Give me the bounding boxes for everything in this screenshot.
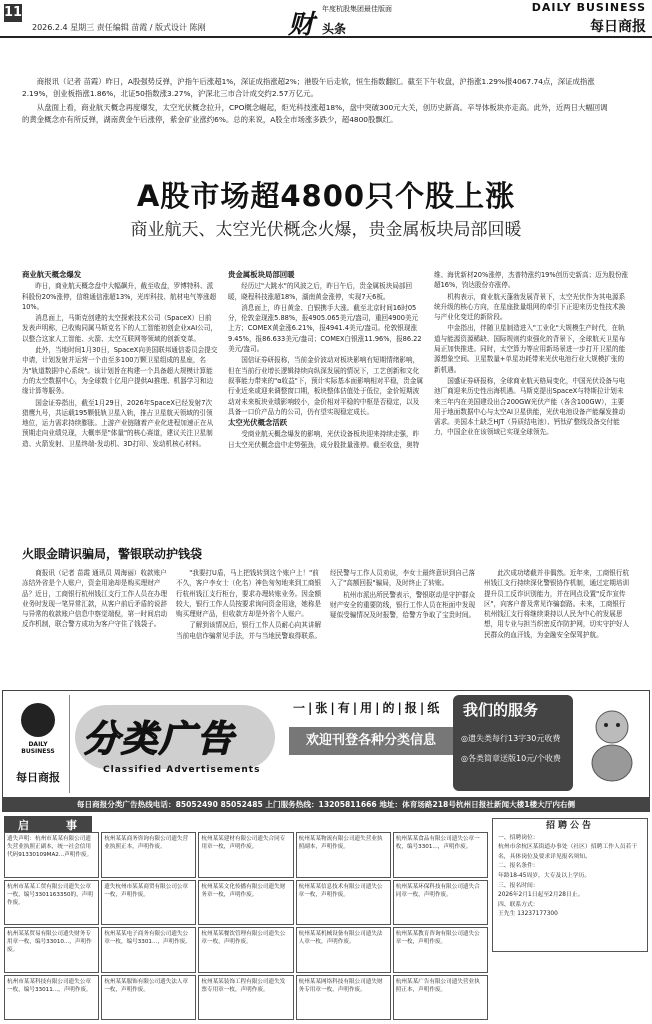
- classified-item: 杭州某某信息技术有限公司遗失公章一枚，声明作废。: [296, 880, 391, 926]
- classified-item: 杭州某某环保科技有限公司遗失合同章一枚，声明作废。: [393, 880, 488, 926]
- paragraph: 国盛证券研报称，全球商业航天格局变化，中国光伏设备与电池厂商迎来历史性出海机遇。马斯克提出SpaceX与特斯拉计划未来三年内在美国建设出合200GW光伏产能（各含100GW），主要用于地面数据中心与太空AI卫星供能，光伏电池设备产能爆发推动需求。美国本土缺乏HJT（异质结电池）、钙钛矿整线设备交付能力，中国企业在该领域已实现全球领先。: [434, 376, 626, 437]
- subheadline: 商业航天、太空光伏概念火爆，贵金属板块局部回暖: [130, 220, 522, 240]
- paragraph: 机构表示，商业航天蓬勃发展背景下，太空光伏作为其电源系统升级的核心方向，在星座批量组网的牵引下正迎来历史性技术换与产业化变迁的新阶段。: [434, 292, 626, 322]
- page-number: 11: [4, 5, 23, 20]
- section-title: 头条: [322, 22, 347, 36]
- classified-item: 遗失声明：杭州市某某有限公司遗失营业执照正副本，统一社会信用代码91330109MA2...声明作废。: [4, 832, 99, 878]
- page-header: [0, 0, 652, 38]
- date-line: 2026.2.4 星期三 责任编辑 苗霞 / 版式设计 陈刚: [32, 23, 206, 32]
- paragraph: 此外，当地时间1月30日，SpaceX向美国联邦通信委员会提交申请，计划发射并运营一个由至多100万颗卫星组成的星座，名为"轨道数据中心系统"。该计划旨在构建一个具备超大规模计算能力的太空数据中心，为全球数十亿用户提供AI推理、机器学习和边缘计算等服务。: [22, 346, 218, 396]
- service-item: ◎遗失类每行13字30元收费: [461, 734, 561, 743]
- classified-item: 杭州某某食品有限公司遗失公章一枚，编号3301...，声明作废。: [393, 832, 488, 878]
- classified-item: 杭州某某教育咨询有限公司遗失公章一枚，声明作废。: [393, 927, 488, 973]
- classified-ad-banner: [2, 690, 650, 798]
- logo-cn: 每日商报: [16, 771, 60, 784]
- section-title: 贵金属板块局部回暖: [228, 270, 295, 279]
- classifieds-grid: [4, 832, 488, 1020]
- paragraph: 商报讯（记者 苗霞 通讯员 周海丽）收款账户冻结外省是个人账户，资金用途却是购买理财产品？近日，工商银行杭州钱江支行工作人员在办理业务时发现一笔异常汇款，从客户前后矛盾的说辞与异常的收款账户信息中察觉端倪，第一时间启动反诈机制，联合警方成功为客户守住了钱袋子。: [22, 569, 168, 629]
- classified-item: 杭州某某服饰有限公司遗失法人章一枚，声明作废。: [101, 975, 196, 1021]
- classified-item: 杭州某某建材有限公司遗失合同专用章一枚，声明作废。: [198, 832, 293, 878]
- classified-item: 杭州某某贸易有限公司遗失财务专用章一枚，编号33010...，声明作废。: [4, 927, 99, 973]
- classified-item: 杭州某某装饰工程有限公司遗失发票专用章一枚，声明作废。: [198, 975, 293, 1021]
- recruit-line: 王先生 13237177300: [498, 911, 558, 918]
- recruit-notice: [492, 818, 648, 952]
- lead-paragraph: 商报讯（记者 苗霞）昨日，A股强势反弹，沪指午后涨超1%，深证成指涨超2%；港股午后走软，恒生指数翻红。截至下午收盘，沪指涨1.29%报4067.74点，深证成指涨2.19%，创业板指涨1.86%，北证50指数涨3.27%，沪深北三市合计成交约2.57万亿元。: [22, 77, 595, 98]
- paragraph: 了解到该情况后，银行工作人员耐心向其讲解当前电信诈骗常见手法，并与当地民警取得联系。经民警与工作人员劝说，李女士最终意识到自己落入了"高额回报"骗局，及时终止了转账。: [176, 569, 476, 640]
- section-heading: [288, 2, 418, 40]
- recruit-line: 年龄18-45周岁，大专及以上学历。: [498, 872, 591, 879]
- classified-item: 杭州市某某科技有限公司遗失公章一枚，编号33011...，声明作废。: [4, 975, 99, 1021]
- paragraph: 昨日，商业航天概念盘中大幅飙升，截至收盘，罗博特科、派科股份20%涨停，信维通信涨超13%，光库科技、航材电气等涨超10%。: [22, 282, 217, 311]
- brand-en: DAILY BUSINESS: [531, 1, 646, 14]
- classified-item: 杭州某某广告有限公司遗失营业执照正本，声明作废。: [393, 975, 488, 1021]
- ad-welcome: 欢迎刊登各种分类信息: [289, 727, 453, 755]
- paragraph: 杭州市派出所民警表示，警银联动是守护群众财产安全的重要防线，银行工作人员在柜面中发现疑似受骗情况及时报警，给警方争取了宝贵时间。: [330, 590, 476, 620]
- recruit-line: 一、招聘岗位：: [498, 834, 539, 841]
- section-subtitle: 年度杭股集团最佳版面: [322, 5, 392, 13]
- recruit-line: 三、报名时间：: [498, 882, 539, 889]
- article-body: [22, 270, 630, 532]
- classified-item: 杭州市某某工贸有限公司遗失公章一枚，编号3301163350的，声明作废。: [4, 880, 99, 926]
- service-title: 我们的服务: [463, 701, 539, 719]
- classified-item: 杭州某某物流有限公司遗失营业执照副本，声明作废。: [296, 832, 391, 878]
- paragraph: 中金指出，伴随卫星制造进入"工业化"大规模生产时代，在轨道与能源资源稀缺、国际规则约束强化的背景下，全球航天卫星布局正加快推进。同时，太空算力等应用新场景进一步打开卫星的能源想象空间。卫星数量+单星功耗带来光伏电池行业大规模扩张的新机遇。: [434, 324, 626, 374]
- classified-item: 遗失杭州市某某商贸有限公司公章一枚，声明作废。: [101, 880, 196, 926]
- newspaper-logo: [7, 695, 70, 793]
- section-char: 财: [288, 10, 315, 40]
- recruit-line: 杭州市余杭区某街道办事处（社区）招聘工作人员若干名，具体岗位及要求详见报名须知。: [498, 844, 638, 860]
- classified-item: 杭州某某餐饮管理有限公司遗失公章一枚，声明作废。: [198, 927, 293, 973]
- mascot-icon: [583, 705, 641, 785]
- story2-title: 火眼金睛识骗局，警银联动护钱袋: [22, 547, 203, 561]
- paragraph: 此次成功堵截并非偶然。近年来，工商银行杭州钱江支行持续深化警银协作机制，通过定期培训提升员工反诈识别能力，并在网点设置"反诈宣传区"，向客户普及常见诈骗套路。未来，工商银行杭州钱江支行将继续秉持以人民为中心的发展思想，用专业与担当织密反诈防护网，切实守护好人民群众的血汗钱，为金融安全保驾护航。: [484, 569, 630, 639]
- classified-item: 杭州某某文化传播有限公司遗失财务章一枚，声明作废。: [198, 880, 293, 926]
- logo-emblem-icon: [21, 703, 55, 737]
- paragraph: 消息面上，昨日黄金、白银携手大涨。截至北京时间16时05分，伦敦金现涨5.88%，报4905.065美元/盎司，重回4900美元上方；COMEX黄金涨6.21%，报4941.4美元/盎司。伦敦银现涨9.45%，报86.633美元/盎司；COMEX白银涨11.96%，报86.22美元/盎司。: [228, 303, 422, 354]
- recruit-line: 2026年2月1日起至2月28日止。: [498, 892, 584, 899]
- notice-char: 事: [66, 819, 77, 832]
- classified-item: 杭州某某网络科技有限公司遗失财务专用章一枚，声明作废。: [296, 975, 391, 1021]
- recruit-line: 四、联系方式：: [498, 901, 539, 908]
- contact-bar: 每日商报分类广告热线电话：85052490 85052485 上门服务热线：13205811666 地址：体育场路218号杭州日报社新闻大楼1楼大厅内右侧: [2, 798, 650, 812]
- paragraph: 受商业航天概念爆发的影响，光伏设备板块迎来持续走强，昨日太空光伏概念盘中走势强劲，成分股批量涨停。截至收盘，奥特维、海优新材20%涨停，杰普特涨约19%创历史新高；迈为股份涨超16%，钧达股份亦涨停。: [228, 271, 629, 449]
- ad-title: 分类广告: [83, 718, 236, 760]
- classified-item: 杭州某某机械设备有限公司遗失法人章一枚，声明作废。: [296, 927, 391, 973]
- headline: A股市场超4800只个股上涨: [136, 179, 516, 213]
- lead-paragraphs: [22, 76, 612, 128]
- paragraph: 消息面上，马斯克创建的太空探索技术公司（SpaceX）日前发表声明称，已收购同属马斯克名下的人工智能初创企业xAI公司，以整合这家人工智能、火箭、太空互联网等领域的创新变革。: [22, 314, 217, 343]
- classified-item: 杭州某某商务咨询有限公司遗失营业执照正本，声明作废。: [101, 832, 196, 878]
- notice-header: [4, 816, 92, 832]
- classified-item: 杭州某某电子商务有限公司遗失公章一枚，编号3301...，声明作废。: [101, 927, 196, 973]
- section-title: 商业航天概念爆发: [22, 270, 82, 279]
- notice-char: 启: [18, 819, 29, 832]
- brand-cn: 每日商报: [590, 19, 646, 35]
- paragraph: "我要打U盾，马上把钱转到这个账户上！"前不久，客户李女士（化名）神色匆匆地来到工商银行杭州钱江支行柜台，要求办理转账业务。因金额较大，银行工作人员按要求询问资金用途，她称是购买理财产品，但收款方却是外省个人账户。: [176, 569, 322, 619]
- section-title: 太空光伏概念活跃: [228, 418, 288, 428]
- ad-title-en: Classified Advertisements: [103, 765, 261, 775]
- logo-en: DAILY BUSINESS: [21, 741, 55, 755]
- paragraph: 国金证券指出，截至1月29日，2026年SpaceX已经发射7次猎鹰九号，共运载195颗低轨卫星入轨，推占卫星航天领域的引领地位，运力需求持续膨胀。上游产业链随着产业化进程加速正在从预期走向业绩兑现，大概率是"体量"的核心赛道，建议关注卫星制造、火箭发射、卫星终端-发动机、3D打印、发动机核心材料。: [22, 398, 214, 448]
- lead-paragraph: 从盘面上看，商业航天概念再度爆发，太空光伏概念拉升，CPO概念崛起，炬光科技涨超18%，盘中突破300元大关，创历史新高。辛导体板块亦走高。此外，近两日大幅回调的黄金概念亦有所反弹，湖南黄金午后涨停，紫金矿业涨约6%。总的来说，A股全市场涨多跌少，超4800股飘红。: [22, 103, 608, 124]
- story2-body: [22, 568, 630, 684]
- paragraph: 国信证券研报称，当前金价波动对板块影响有短期情绪影响，但在当前行业增长逻辑持续向纵深发展的情况下，工艺创新和文化叙事能力带来的"α收益"下，预计实际基本面影响相对平稳，贵金属行业近来或迎来调整窗口期，板块整体估值处于低位，金价短期波动对未来板块业绩影响较小，金价相对平稳的中枢是否稳定，以及具备一口价产品力的公司，仍有望实现稳定成长。: [228, 356, 424, 416]
- paragraph: 经历过"大跳水"的风波之后，昨日午后，贵金属板块局部回暖，晓程科技涨超18%，湖南黄金涨停，实现7天6板。: [228, 282, 413, 301]
- recruit-title: 招聘公告: [545, 821, 594, 831]
- ad-slogan: 一|张|有|用|的|报|纸: [293, 701, 443, 715]
- service-item: ◎各类简章送版10元/个收费: [461, 754, 561, 763]
- recruit-line: 二、报名条件：: [498, 863, 539, 870]
